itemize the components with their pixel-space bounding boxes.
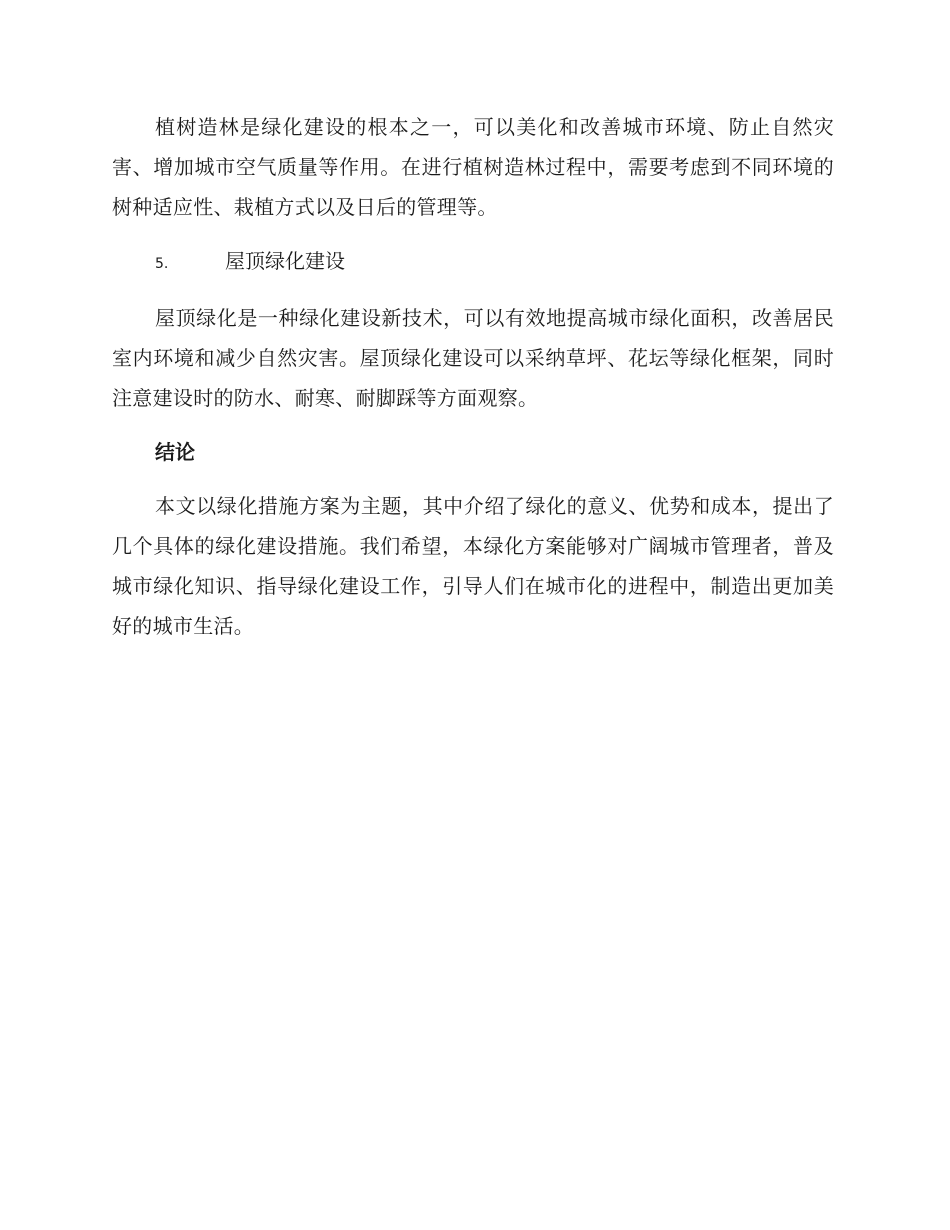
paragraph-conclusion: 本文以绿化措施方案为主题，其中介绍了绿化的意义、优势和成本，提出了几个具体的绿化建设措施。我们希望，本绿化方案能够对广阔城市管理者，普及城市绿化知识、指导绿化建设工作，引导人们在城市化的进程中，制造出更加美好的城市生活。 (112, 494, 834, 638)
list-item-5 (112, 241, 834, 284)
list-title: 屋顶绿化建设 (225, 249, 345, 273)
paragraph-tree-planting: 植树造林是绿化建设的根本之一，可以美化和改善城市环境、防止自然灾害、增加城市空气质量等作用。在进行植树造林过程中，需要考虑到不同环境的树种适应性、栽植方式以及日后的管理等。 (112, 115, 834, 219)
paragraph-roof-greening: 屋顶绿化是一种绿化建设新技术，可以有效地提高城市绿化面积，改善居民室内环境和减少自然灾害。屋顶绿化建设可以采纳草坪、花坛等绿化框架，同时注意建设时的防水、耐寒、耐脚踩等方面观察。 (112, 306, 834, 410)
document-body (112, 107, 834, 660)
list-number: 5. (155, 256, 169, 272)
conclusion-heading: 结论 (155, 440, 195, 464)
